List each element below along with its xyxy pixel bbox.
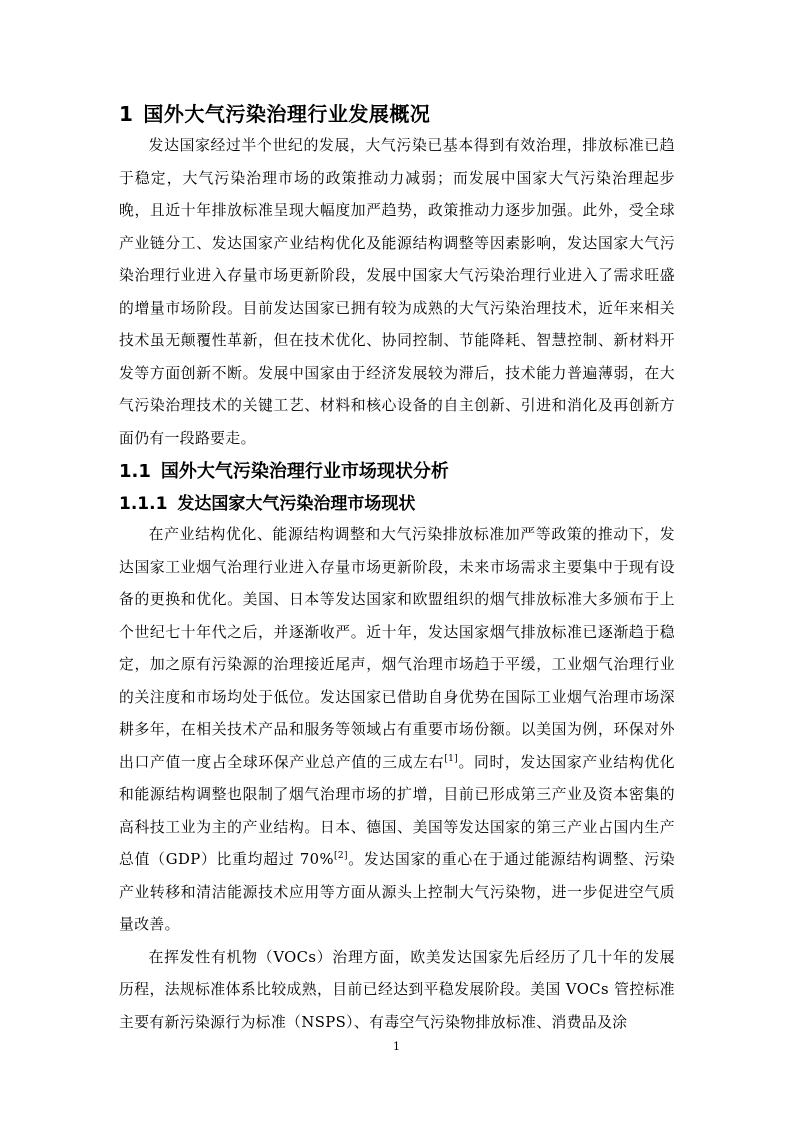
market-paragraph-2: 在挥发性有机物（VOCs）治理方面，欧美发达国家先后经历了几十年的发展历程，法规标准体系比较成熟，目前已经达到平稳发展阶段。美国 VOCs 管控标准主要有新污染源行为标准（NSPS）、有毒空气污染物排放标准、消费品及涂 bbox=[119, 948, 675, 1031]
page-number: 1 bbox=[393, 1040, 400, 1053]
market-paragraph-1 bbox=[119, 519, 675, 942]
subsection-heading bbox=[119, 489, 675, 519]
market-text-part-1: 在产业结构优化、能源结构调整和大气污染排放标准加严等政策的推动下，发达国家工业烟气治理行业进入存量市场更新阶段，未来市场需求主要集中于现有设备的更换和优化。美国、日本等发达国家和欧盟组织的烟气排放标准大多颁布于上个世纪七十年代之后，并逐渐收严。近十年，发达国家烟气排放标准已逐渐趋于稳定，加之原有污染源的治理接近尾声，烟气治理市场趋于平缓，工业烟气治理行业的关注度和市场均处于低位。发达国家已借助自身优势在国际工业烟气治理市场深耕多年，在相关技术产品和服务等领域占有重要市场份额。以美国为例，环保对外出口产值一度占全球环保产业总产值的三成左右 bbox=[119, 526, 675, 771]
market-text-part-3: 。发达国家的重心在于通过能源结构调整、污染产业转移和清洁能源技术应用等方面从源头上控制大气污染物，进一步促进空气质量改善。 bbox=[119, 851, 675, 933]
citation-ref-1[interactable]: [1] bbox=[444, 753, 459, 764]
chapter-title: 国外大气污染治理行业发展概况 bbox=[143, 102, 431, 126]
chapter-number: 1 bbox=[119, 102, 134, 126]
chapter-heading bbox=[119, 98, 675, 130]
citation-ref-2[interactable]: [2] bbox=[333, 851, 348, 862]
subsection-number: 1.1.1 bbox=[119, 494, 168, 514]
intro-paragraph: 发达国家经过半个世纪的发展，大气污染已基本得到有效治理，排放标准已趋于稳定，大气污染治理市场的政策推动力减弱；而发展中国家大气污染治理起步晚，且近十年排放标准呈现大幅度加严趋势，政策推动力逐步加强。此外，受全球产业链分工、发达国家产业结构优化及能源结构调整等因素影响，发达国家大气污染治理行业进入存量市场更新阶段，发展中国家大气污染治理行业进入了需求旺盛的增量市场阶段。目前发达国家已拥有较为成熟的大气污染治理技术，近年来相关技术虽无颠覆性革新，但在技术优化、协同控制、节能降耗、智慧控制、新材料开发等方面创新不断。发展中国家由于经济发展较为滞后，技术能力普遍薄弱，在大气污染治理技术的关键工艺、材料和核心设备的自主创新、引进和消化及再创新方面仍有一段路要走。 bbox=[119, 137, 675, 447]
subsection-title: 发达国家大气污染治理市场现状 bbox=[177, 494, 416, 514]
market-text-part-2: 。同时，发达国家产业结构优化和能源结构调整也限制了烟气治理市场的扩增，目前已形成第三产业及资本密集的高科技工业为主的产业结构。日本、德国、美国等发达国家的第三产业占国内生产总值（GDP）比重均超过 70% bbox=[119, 753, 676, 868]
page-content bbox=[119, 98, 675, 1039]
section-number: 1.1 bbox=[119, 461, 151, 482]
section-title: 国外大气污染治理行业市场现状分析 bbox=[160, 461, 449, 482]
section-heading bbox=[119, 455, 675, 489]
